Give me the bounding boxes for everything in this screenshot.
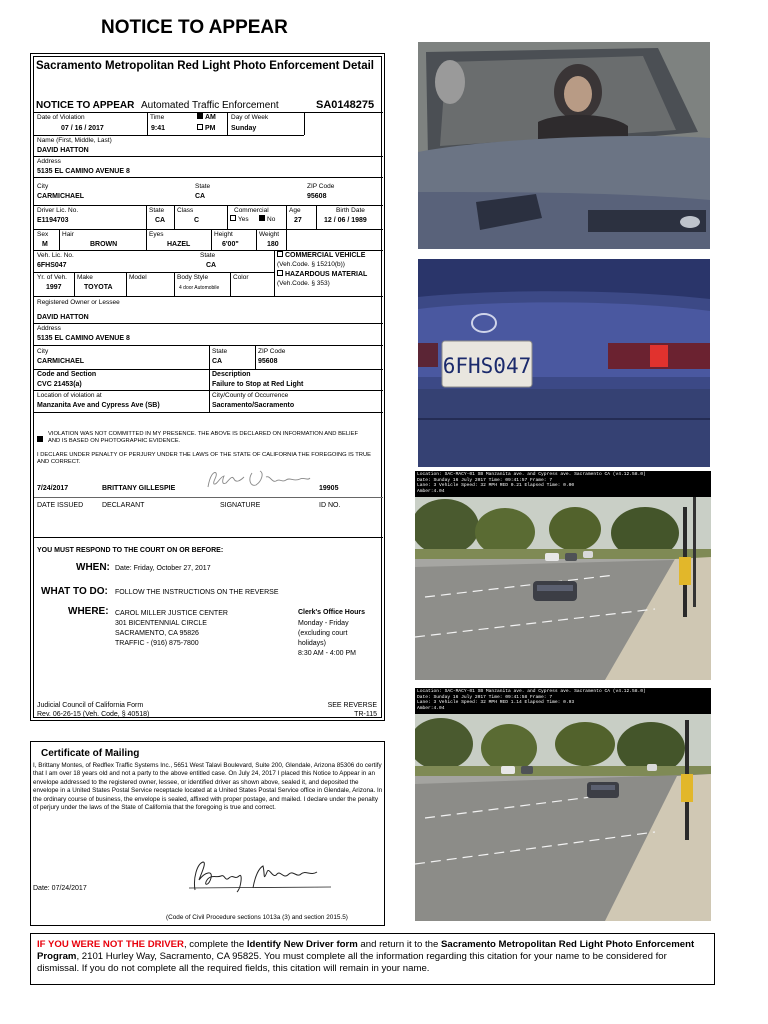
zip-label: ZIP Code (307, 183, 335, 190)
intersection-photo-1-art (415, 497, 711, 680)
officer-signature (204, 467, 314, 493)
sex-label: Sex (37, 231, 49, 238)
color-label: Color (233, 274, 249, 281)
desc-label: Description (212, 371, 251, 378)
date-issued-label: DATE ISSUED (37, 502, 84, 509)
hair-label: Hair (62, 231, 74, 238)
name-label: Name (First, Middle, Last) (37, 137, 112, 144)
desc-value: Failure to Stop at Red Light (212, 381, 304, 388)
where-address: CAROL MILLER JUSTICE CENTER 301 BICENTENNIAL CIRCLE SACRAMENTO, CA 95826 TRAFFIC - (916) 875-7800 (115, 610, 228, 647)
intersection-photo-2-art (415, 714, 711, 921)
yr-label: Yr. of Veh. (37, 274, 67, 281)
commercial-vehicle: COMMERCIAL VEHICLE (277, 251, 365, 260)
sex-value: M (42, 241, 48, 248)
notice-type: Automated Traffic Enforcement (141, 100, 279, 111)
what-value: FOLLOW THE INSTRUCTIONS ON THE REVERSE (115, 589, 279, 596)
yr-value: 1997 (46, 284, 62, 291)
city-value: CARMICHAEL (37, 193, 85, 200)
certificate-of-mailing (30, 741, 385, 926)
mailing-signature (181, 854, 341, 898)
zip-value: 95608 (307, 193, 327, 200)
class-value: C (194, 217, 200, 224)
citation-form-inner (33, 56, 382, 718)
eyes-label: Eyes (149, 231, 164, 238)
owner-label: Registered Owner or Lessee (37, 299, 120, 306)
declarant-label: DECLARANT (102, 502, 145, 509)
location-value: Manzanita Ave and Cypress Ave (SB) (37, 402, 160, 409)
pm-checkbox: PM (197, 124, 216, 133)
class-label: Class (177, 207, 194, 214)
name-value: DAVID HATTON (37, 147, 89, 154)
address-value: 5135 EL CAMINO AVENUE 8 (37, 168, 130, 175)
body-label: Body Style (177, 274, 209, 281)
when-value: Date: Friday, October 27, 2017 (115, 565, 211, 572)
citation-form (30, 53, 385, 721)
veh-lic-label: Veh. Lic. No. (37, 252, 74, 259)
dl-label: Driver Lic. No. (37, 207, 79, 214)
date-label: Date of Violation (37, 114, 85, 121)
time-value: 9:41 (151, 125, 166, 132)
not-committed-checkbox (37, 431, 45, 449)
page-title: NOTICE TO APPEAR (101, 17, 288, 38)
eyes-value: HAZEL (167, 241, 191, 248)
date-issued-value: 7/24/2017 (37, 485, 69, 492)
owner-city-value: CARMICHAEL (37, 358, 85, 365)
make-label: Make (77, 274, 93, 281)
when-label: WHEN: (76, 562, 110, 573)
photo2-caption: Location: SAC-MACY-01 SB Manzanita ave. and Cypress ave. Sacramento CA (v4.12.58.0) Date: Sunday 16 July 2017 Time: 09:41:58 Frame: 7 Lane: 3 Vehicle Speed: 32 MPH RED 1.14 Elapsed Time: 0.93 Amber:4.04 (415, 688, 711, 714)
bottom-notice: IF YOU WERE NOT THE DRIVER, complete the Identify New Driver form and return it to the Sacramento Metropolitan Red Light Photo Enforcement Program, 2101 Hurley Way, Sacramento, CA 95825. You must complete all the information regarding this citation for your name to be considered for dismissal. If you do not complete all the required fields, this citation will remain in your name. (30, 933, 715, 985)
footer-right: SEE REVERSE TR-115 (327, 702, 377, 718)
certificate-date: Date: 07/24/2017 (33, 885, 87, 892)
code-value: CVC 21453(a) (37, 381, 82, 388)
veh-state-label: State (200, 252, 216, 259)
respond-heading: YOU MUST RESPOND TO THE COURT ON OR BEFORE: (37, 547, 224, 554)
perjury-text: I DECLARE UNDER PENALTY OF PERJURY UNDER THE LAWS OF THE STATE OF CALIFORNIA THE FOREGOING IS TRUE AND CORRECT. (37, 452, 372, 465)
not-driver-warning: IF YOU WERE NOT THE DRIVER (37, 939, 184, 950)
owner-address-label: Address (37, 325, 61, 332)
driver-photo (418, 42, 710, 249)
hazmat-box-icon (277, 270, 283, 276)
county-value: Sacramento/Sacramento (212, 402, 295, 409)
date-value: 07 / 16 / 2017 (61, 125, 104, 132)
model-label: Model (129, 274, 147, 281)
height-value: 6'00" (222, 241, 239, 248)
id-label: ID NO. (319, 502, 341, 509)
dl-state-value: CA (155, 217, 166, 224)
hazmat: HAZARDOUS MATERIAL (277, 270, 367, 279)
commercial-no: No (259, 216, 275, 224)
am-box-icon (197, 113, 203, 119)
location-label: Location of violation at (37, 392, 102, 399)
weight-label: Weight (259, 231, 280, 238)
age-value: 27 (294, 217, 302, 224)
no-box-icon (259, 215, 265, 221)
owner-value: DAVID HATTON (37, 314, 89, 321)
hours-lines: Monday - Friday (excluding court holidays) 8:30 AM - 4:00 PM (298, 620, 356, 657)
notice-label: NOTICE TO APPEAR (36, 100, 135, 111)
owner-zip-label: ZIP Code (258, 348, 286, 355)
certificate-title: Certificate of Mailing (41, 748, 140, 759)
city-label: City (37, 183, 49, 190)
hazmat-code: (Veh.Code. § 353) (277, 280, 330, 287)
age-label: Age (289, 207, 301, 214)
owner-state-value: CA (212, 358, 223, 365)
state-value: CA (195, 193, 206, 200)
plate-photo (418, 259, 710, 467)
certificate-code: (Code of Civil Procedure sections 1013a (3) and section 2015.5) (166, 914, 348, 921)
owner-city-label: City (37, 348, 49, 355)
id-value: 19905 (319, 485, 339, 492)
state-label: State (195, 183, 211, 190)
cv-code: (Veh.Code. § 15210(b)) (277, 261, 345, 268)
declarant-value: BRITTANY GILLESPIE (102, 485, 176, 492)
yes-box-icon (230, 215, 236, 221)
photo1-caption: Location: SAC-MACY-01 SB Manzanita ave. and Cypress ave. Sacramento CA (v4.12.58.0) Date: Sunday 16 July 2017 Time: 09:41:57 Frame: 7 Lane: 3 Vehicle Speed: 32 MPH RED 0.21 Elapsed Time: 0.00 Amber:4.04 (415, 471, 711, 497)
code-label: Code and Section (37, 371, 97, 378)
dow-value: Sunday (231, 125, 257, 132)
pm-box-icon (197, 124, 203, 130)
agency-title: Sacramento Metropolitan Red Light Photo Enforcement Detail (36, 60, 375, 72)
birth-label: Birth Date (336, 207, 365, 214)
intersection-photo-1 (415, 497, 711, 680)
driver-photo-art (418, 42, 710, 249)
intersection-photo-2 (415, 714, 711, 921)
certificate-body: I, Brittany Montes, of Redflex Traffic Systems Inc., 5651 West Talavi Boulevard, Suite 200, Glendale, Arizona 85306 do certify that I am over 18 years old and not a party to the above entitled case. On July 24, 2017 I placed this Notice to Appear in an envelope addressed to the registered owner, lessee, or identified driver as shown above, sealed it, and deposited the envelope in a United States Postal Service receptacle located at a United States Postal Service office in Glendale, Arizona. In the ordinary course of business, the envelope is sealed, affixed with proper postage, and mailed. I declare under the penalty of perjury under the laws of the State of California that the foregoing is true and correct. (33, 762, 383, 812)
dl-value: E1194703 (37, 217, 69, 224)
footer-left: Judicial Council of California Form Rev. 06-26-15 (Veh. Code, § 40518) (37, 702, 150, 718)
where-label: WHERE: (68, 606, 109, 617)
county-label: City/County of Occurrence (212, 392, 289, 399)
body-value: 4 door Automobile (179, 285, 220, 291)
signature-label: SIGNATURE (220, 502, 261, 509)
cv-box-icon (277, 251, 283, 257)
dow-label: Day of Week (231, 114, 269, 121)
owner-state-label: State (212, 348, 228, 355)
am-checkbox: AM (197, 113, 216, 122)
address-label: Address (37, 158, 61, 165)
hair-value: BROWN (90, 241, 118, 248)
height-label: Height (214, 231, 233, 238)
weight-value: 180 (267, 241, 279, 248)
time-label: Time (150, 114, 165, 121)
owner-zip-value: 95608 (258, 358, 278, 365)
veh-lic-value: 6FHS047 (37, 262, 67, 269)
citation-number: SA0148275 (316, 99, 375, 111)
commercial-yes: Yes (230, 216, 249, 224)
plate-number: 6FHS047 (442, 354, 532, 378)
owner-address-value: 5135 EL CAMINO AVENUE 8 (37, 335, 130, 342)
make-value: TOYOTA (84, 284, 113, 291)
veh-state-value: CA (206, 262, 217, 269)
dl-state-label: State (149, 207, 165, 214)
commercial-label: Commercial (234, 207, 269, 214)
birth-value: 12 / 06 / 1989 (324, 217, 367, 224)
plate-photo-art (418, 259, 710, 467)
what-label: WHAT TO DO: (41, 586, 108, 597)
hours-title: Clerk's Office Hours (298, 609, 366, 616)
not-committed-text: VIOLATION WAS NOT COMMITTED IN MY PRESENCE. THE ABOVE IS DECLARED ON INFORMATION AND BELIEF AND IS BASED ON PHOTOGRAPHIC EVIDENCE. (48, 431, 359, 444)
not-committed-box-icon (37, 436, 43, 442)
